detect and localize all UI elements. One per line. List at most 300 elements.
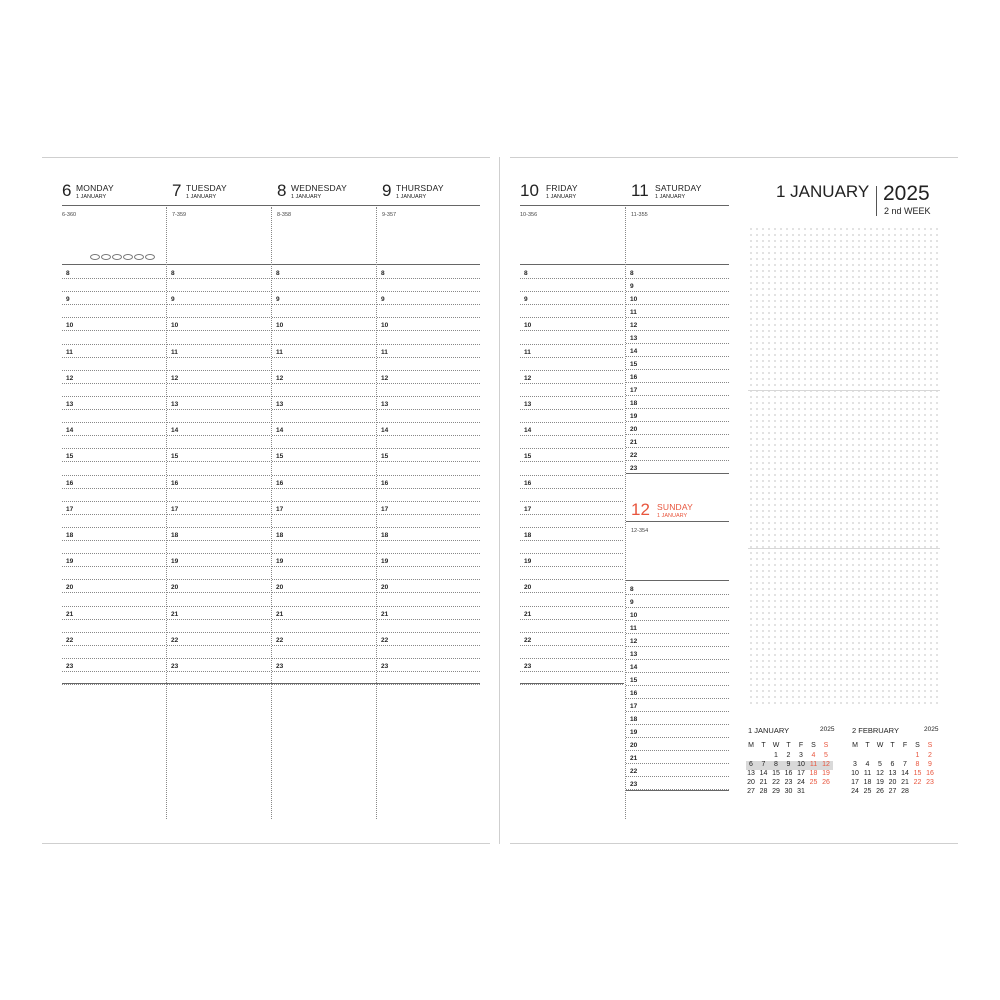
hour-line[interactable] [377, 619, 480, 620]
mini-calendar-year: 2025 [924, 726, 939, 733]
hour-line[interactable] [272, 409, 375, 410]
hour-line[interactable] [62, 619, 165, 620]
hour-line[interactable] [520, 619, 623, 620]
hour-line[interactable] [62, 330, 165, 331]
hour-line[interactable] [167, 645, 270, 646]
hour-line[interactable] [377, 540, 480, 541]
day-column-sunday [631, 500, 731, 526]
hour-label: 20 [381, 584, 389, 592]
calendar-day[interactable]: 31 [797, 788, 805, 795]
hour-label: 20 [66, 584, 74, 592]
calendar-day[interactable]: 6 [749, 761, 753, 768]
oval-checkbox[interactable] [123, 254, 133, 260]
hour-label: 22 [381, 636, 389, 644]
half-hour-line [62, 579, 165, 580]
hour-line[interactable] [62, 278, 165, 279]
hour-line[interactable] [377, 357, 480, 358]
half-hour-line [520, 291, 623, 292]
day-of-year: 6-360 [62, 212, 77, 218]
oval-checkbox[interactable] [145, 254, 155, 260]
calendar-day[interactable]: 4 [811, 752, 816, 759]
calendar-day[interactable]: 24 [797, 779, 805, 786]
hour-line[interactable] [62, 304, 165, 305]
half-hour-line [520, 527, 623, 528]
hour-line[interactable] [272, 461, 375, 462]
hour-label: 18 [381, 532, 389, 539]
hour-line[interactable] [272, 566, 375, 567]
calendar-day[interactable]: 8 [915, 761, 920, 768]
calendar-day[interactable]: 24 [851, 788, 859, 795]
day-name: THURSDAY [396, 183, 444, 193]
calendar-day[interactable]: 21 [901, 779, 909, 786]
hour-label: 8 [171, 270, 175, 277]
hour-label: 22 [630, 452, 638, 459]
half-hour-line [377, 396, 480, 397]
hour-label: 12 [66, 374, 74, 382]
calendar-day[interactable]: 2 [786, 752, 791, 759]
hour-line[interactable] [272, 278, 375, 279]
hour-line[interactable] [167, 514, 270, 515]
day-of-year: 9-357 [382, 212, 397, 218]
hour-label: 12 [630, 638, 638, 645]
half-hour-line [377, 291, 480, 292]
hour-line[interactable] [520, 330, 623, 331]
calendar-day[interactable]: 5 [824, 752, 828, 759]
notes-divider [748, 548, 940, 549]
hour-line[interactable] [62, 383, 165, 384]
half-hour-line [62, 396, 165, 397]
calendar-day[interactable]: 26 [876, 788, 884, 795]
calendar-day[interactable]: 18 [809, 770, 818, 777]
mini-calendar-year: 2025 [820, 726, 835, 733]
hour-label: 15 [630, 361, 638, 368]
calendar-day[interactable]: 26 [822, 779, 830, 786]
half-hour-line [520, 448, 623, 449]
day-number: 8 [277, 181, 287, 200]
hour-line[interactable] [62, 592, 165, 593]
friday-bottom-rule [520, 683, 624, 684]
calendar-day[interactable]: 1 [915, 752, 920, 759]
hour-line[interactable] [62, 488, 165, 489]
hour-line[interactable] [62, 645, 165, 646]
day-month: 1 JANUARY [291, 194, 322, 200]
hour-label: 8 [630, 270, 634, 277]
calendar-day[interactable]: 13 [747, 770, 755, 777]
calendar-day[interactable]: 23 [784, 779, 793, 786]
hour-line[interactable] [167, 383, 270, 384]
header-rule [520, 205, 729, 206]
calendar-day[interactable]: 5 [878, 761, 882, 768]
calendar-day[interactable]: 20 [747, 779, 755, 786]
hour-line[interactable] [626, 750, 729, 751]
hour-line[interactable] [167, 304, 270, 305]
hour-label: 21 [524, 610, 532, 618]
calendar-day[interactable]: 11 [809, 761, 818, 768]
hour-line[interactable] [626, 278, 729, 279]
hour-line[interactable] [272, 304, 375, 305]
hour-line[interactable] [520, 278, 623, 279]
hour-line[interactable] [377, 278, 480, 279]
hour-line[interactable] [626, 343, 729, 344]
half-hour-line [272, 475, 375, 476]
hour-label: 10 [630, 296, 638, 303]
hour-label: 18 [524, 532, 532, 539]
hour-line[interactable] [62, 671, 165, 672]
hour-line[interactable] [626, 776, 729, 777]
hour-line[interactable] [167, 461, 270, 462]
hour-line[interactable] [272, 619, 375, 620]
hour-line[interactable] [626, 659, 729, 660]
hour-line[interactable] [377, 461, 480, 462]
hour-line[interactable] [167, 435, 270, 436]
hour-line[interactable] [377, 488, 480, 489]
hour-line[interactable] [626, 724, 729, 725]
calendar-day[interactable]: 10 [797, 761, 805, 768]
hour-label: 14 [630, 348, 638, 355]
calendar-day[interactable]: 9 [928, 761, 932, 768]
hour-label: 11 [524, 348, 531, 356]
calendar-day[interactable]: 16 [926, 770, 934, 777]
calendar-day[interactable]: 18 [863, 779, 872, 786]
calendar-day[interactable]: 10 [851, 770, 859, 777]
hour-line[interactable] [377, 566, 480, 567]
hour-line[interactable] [520, 488, 623, 489]
calendar-day[interactable]: 15 [913, 770, 922, 777]
hour-line[interactable] [520, 540, 623, 541]
day-of-year: 7-359 [172, 212, 187, 218]
day-of-year: 12-354 [631, 528, 649, 534]
calendar-day[interactable]: 20 [888, 779, 897, 786]
half-hour-line [62, 501, 165, 502]
hour-label: 14 [276, 427, 284, 435]
calendar-day[interactable]: 19 [876, 779, 884, 786]
hour-label: 9 [630, 283, 634, 290]
hour-line[interactable] [520, 671, 623, 672]
half-hour-line [272, 553, 375, 554]
day-month: 1 JANUARY [655, 194, 686, 200]
hour-line[interactable] [520, 645, 623, 646]
hour-line[interactable] [62, 540, 165, 541]
oval-checkbox[interactable] [90, 254, 100, 260]
hour-line[interactable] [520, 592, 623, 593]
half-hour-line [520, 344, 623, 345]
day-name: WEDNESDAY [291, 183, 347, 193]
hour-line[interactable] [626, 737, 729, 738]
hour-label: 22 [276, 636, 284, 644]
half-hour-line [167, 579, 270, 580]
hour-line[interactable] [62, 566, 165, 567]
half-hour-line [272, 370, 375, 371]
calendar-day[interactable]: 28 [901, 788, 909, 795]
hour-line[interactable] [520, 435, 623, 436]
hour-line[interactable] [626, 607, 729, 608]
half-hour-line [520, 579, 623, 580]
hour-line[interactable] [62, 461, 165, 462]
half-hour-line [377, 448, 480, 449]
calendar-day[interactable]: 1 [774, 752, 778, 759]
calendar-day[interactable]: 23 [926, 779, 934, 786]
hour-line[interactable] [626, 369, 729, 370]
hour-line[interactable] [626, 421, 729, 422]
calendar-day[interactable]: 22 [772, 779, 780, 786]
calendar-day[interactable]: 12 [822, 761, 830, 768]
hour-label: 10 [66, 322, 74, 330]
hour-line[interactable] [520, 357, 623, 358]
half-hour-line [520, 396, 623, 397]
calendar-day[interactable]: 14 [759, 770, 768, 777]
calendar-day[interactable]: 9 [786, 761, 791, 768]
calendar-day[interactable]: 12 [876, 770, 884, 777]
hour-label: 16 [66, 479, 74, 487]
hour-label: 15 [66, 453, 74, 461]
half-hour-line [62, 606, 165, 607]
hour-label: 17 [630, 703, 638, 710]
calendar-day[interactable]: 21 [759, 779, 768, 786]
half-hour-line [167, 684, 270, 685]
day-number: 9 [382, 181, 392, 200]
half-hour-line [167, 475, 270, 476]
hour-line[interactable] [520, 514, 623, 515]
day-month: 1 JANUARY [396, 194, 427, 200]
hour-line[interactable] [272, 357, 375, 358]
hour-label: 17 [524, 505, 532, 513]
weekday-header: T [761, 742, 766, 749]
hour-label: 16 [171, 479, 179, 487]
oval-checkbox[interactable] [101, 254, 111, 260]
hour-line[interactable] [167, 540, 270, 541]
hour-line[interactable] [167, 409, 270, 410]
hour-line[interactable] [167, 488, 270, 489]
calendar-day[interactable]: 3 [853, 761, 857, 768]
half-hour-line [272, 606, 375, 607]
half-hour-line [520, 606, 623, 607]
hour-line[interactable] [626, 356, 729, 357]
calendar-day[interactable]: 29 [772, 788, 780, 795]
hour-line[interactable] [626, 291, 729, 292]
half-hour-line [272, 448, 375, 449]
column-divider [376, 207, 377, 819]
half-hour-line [377, 658, 480, 659]
hour-line[interactable] [167, 278, 270, 279]
hour-label: 15 [381, 453, 389, 461]
day-name: MONDAY [76, 183, 114, 193]
hour-line[interactable] [520, 304, 623, 305]
hour-label: 15 [524, 453, 532, 461]
hour-line[interactable] [62, 514, 165, 515]
hour-line[interactable] [626, 672, 729, 673]
calendar-day[interactable]: 7 [903, 761, 907, 768]
oval-checkbox[interactable] [112, 254, 122, 260]
mini-calendar-title: 2 FEBRUARY [852, 726, 899, 735]
hour-label: 9 [66, 296, 70, 304]
hour-line[interactable] [626, 330, 729, 331]
half-hour-line [62, 448, 165, 449]
hour-label: 13 [524, 401, 532, 408]
hour-label: 19 [630, 729, 638, 736]
calendar-day[interactable]: 27 [888, 788, 897, 795]
calendar-day[interactable]: 17 [797, 770, 805, 777]
half-hour-line [520, 475, 623, 476]
hour-line[interactable] [62, 357, 165, 358]
hour-line[interactable] [377, 435, 480, 436]
hour-label: 9 [630, 599, 634, 606]
hour-line[interactable] [626, 685, 729, 686]
hour-line[interactable] [377, 409, 480, 410]
dot-grid-notes[interactable] [748, 226, 940, 706]
hour-label: 21 [171, 610, 179, 618]
hour-label: 8 [630, 586, 634, 593]
hour-line[interactable] [626, 763, 729, 764]
hour-label: 15 [630, 677, 638, 684]
calendar-day[interactable]: 4 [865, 761, 870, 768]
hour-line[interactable] [167, 330, 270, 331]
half-hour-line [520, 501, 623, 502]
hour-line[interactable] [626, 304, 729, 305]
calendar-day[interactable]: 11 [863, 770, 872, 777]
weekday-header: S [927, 742, 933, 749]
half-hour-line [167, 606, 270, 607]
calendar-day[interactable]: 27 [747, 788, 755, 795]
hour-line[interactable] [626, 382, 729, 383]
hour-label: 23 [630, 781, 638, 788]
hour-label: 20 [630, 742, 638, 749]
hour-label: 17 [276, 505, 284, 513]
hour-line[interactable] [377, 304, 480, 305]
hour-line[interactable] [520, 461, 623, 462]
calendar-day[interactable]: 22 [913, 779, 922, 786]
hour-line[interactable] [167, 357, 270, 358]
half-hour-line [520, 370, 623, 371]
mini-calendar-title: 1 JANUARY [748, 726, 790, 735]
calendar-day[interactable]: 14 [901, 770, 909, 777]
calendar-day[interactable]: 17 [851, 779, 859, 786]
hour-line[interactable] [62, 409, 165, 410]
calendar-day[interactable]: 28 [759, 788, 768, 795]
hour-line[interactable] [377, 330, 480, 331]
hour-line[interactable] [626, 460, 729, 461]
hour-line[interactable] [377, 514, 480, 515]
hour-line[interactable] [377, 671, 480, 672]
saturday-bottom-rule [626, 473, 729, 474]
calendar-day[interactable]: 8 [774, 761, 778, 768]
hour-line[interactable] [626, 408, 729, 409]
hour-line[interactable] [272, 330, 375, 331]
hour-line[interactable] [626, 633, 729, 634]
hour-line[interactable] [626, 395, 729, 396]
calendar-day[interactable]: 30 [784, 788, 793, 795]
hour-line[interactable] [626, 317, 729, 318]
hour-label: 20 [630, 426, 638, 433]
hour-line[interactable] [377, 592, 480, 593]
half-hour-line [62, 527, 165, 528]
day-column-saturday [631, 181, 731, 207]
half-hour-line [520, 553, 623, 554]
oval-checkbox[interactable] [134, 254, 144, 260]
hour-line[interactable] [167, 671, 270, 672]
half-hour-line [520, 658, 623, 659]
calendar-day[interactable]: 3 [799, 752, 803, 759]
calendar-day[interactable]: 7 [761, 761, 766, 768]
hour-line[interactable] [272, 645, 375, 646]
weekday-header: S [811, 742, 816, 749]
hour-label: 9 [524, 296, 528, 304]
calendar-day[interactable]: 25 [809, 779, 818, 786]
hour-line[interactable] [377, 645, 480, 646]
half-hour-line [167, 344, 270, 345]
hour-label: 22 [630, 768, 638, 775]
calendar-day[interactable]: 19 [822, 770, 830, 777]
hour-line[interactable] [272, 540, 375, 541]
hour-label: 9 [381, 296, 385, 304]
half-hour-line [62, 658, 165, 659]
hour-line[interactable] [62, 435, 165, 436]
hour-label: 14 [630, 664, 638, 671]
hour-line[interactable] [272, 671, 375, 672]
hour-label: 8 [276, 270, 280, 277]
hour-line[interactable] [520, 566, 623, 567]
hour-label: 15 [171, 453, 179, 461]
hour-line[interactable] [167, 592, 270, 593]
hour-line[interactable] [167, 566, 270, 567]
hour-line[interactable] [520, 383, 623, 384]
calendar-day[interactable]: 16 [784, 770, 793, 777]
hour-line[interactable] [272, 488, 375, 489]
hour-label: 23 [630, 465, 638, 472]
hour-line[interactable] [626, 711, 729, 712]
hour-label: 18 [171, 532, 179, 539]
calendar-day[interactable]: 6 [890, 761, 895, 768]
half-hour-line [167, 658, 270, 659]
hour-label: 13 [630, 335, 638, 342]
hour-label: 13 [381, 401, 389, 408]
calendar-day[interactable]: 15 [772, 770, 780, 777]
hour-line[interactable] [377, 383, 480, 384]
hour-line[interactable] [626, 620, 729, 621]
hour-line[interactable] [626, 698, 729, 699]
day-column-tuesday [172, 181, 272, 207]
hour-line[interactable] [167, 619, 270, 620]
half-hour-line [167, 396, 270, 397]
half-hour-line [377, 579, 480, 580]
half-hour-line [520, 632, 623, 633]
day-of-year: 11-355 [631, 212, 648, 218]
column-divider [166, 207, 167, 819]
calendar-day[interactable]: 2 [928, 752, 932, 759]
notes-divider [748, 390, 940, 391]
hour-label: 18 [630, 716, 638, 723]
hour-line[interactable] [626, 434, 729, 435]
hour-label: 12 [381, 374, 389, 382]
hour-line[interactable] [520, 409, 623, 410]
hour-label: 10 [276, 322, 284, 330]
hour-line[interactable] [272, 592, 375, 593]
calendar-day[interactable]: 13 [888, 770, 897, 777]
hour-label: 18 [276, 532, 284, 539]
calendar-day[interactable]: 25 [863, 788, 872, 795]
hour-line[interactable] [626, 594, 729, 595]
hour-line[interactable] [272, 435, 375, 436]
hour-label: 23 [381, 663, 389, 670]
hour-line[interactable] [272, 514, 375, 515]
day-number: 6 [62, 181, 72, 200]
hour-label: 21 [66, 610, 74, 618]
half-hour-line [520, 422, 623, 423]
bottom-edge-left [42, 843, 490, 844]
hour-line[interactable] [272, 383, 375, 384]
hour-line[interactable] [626, 447, 729, 448]
hour-line[interactable] [626, 646, 729, 647]
half-hour-line [272, 344, 375, 345]
